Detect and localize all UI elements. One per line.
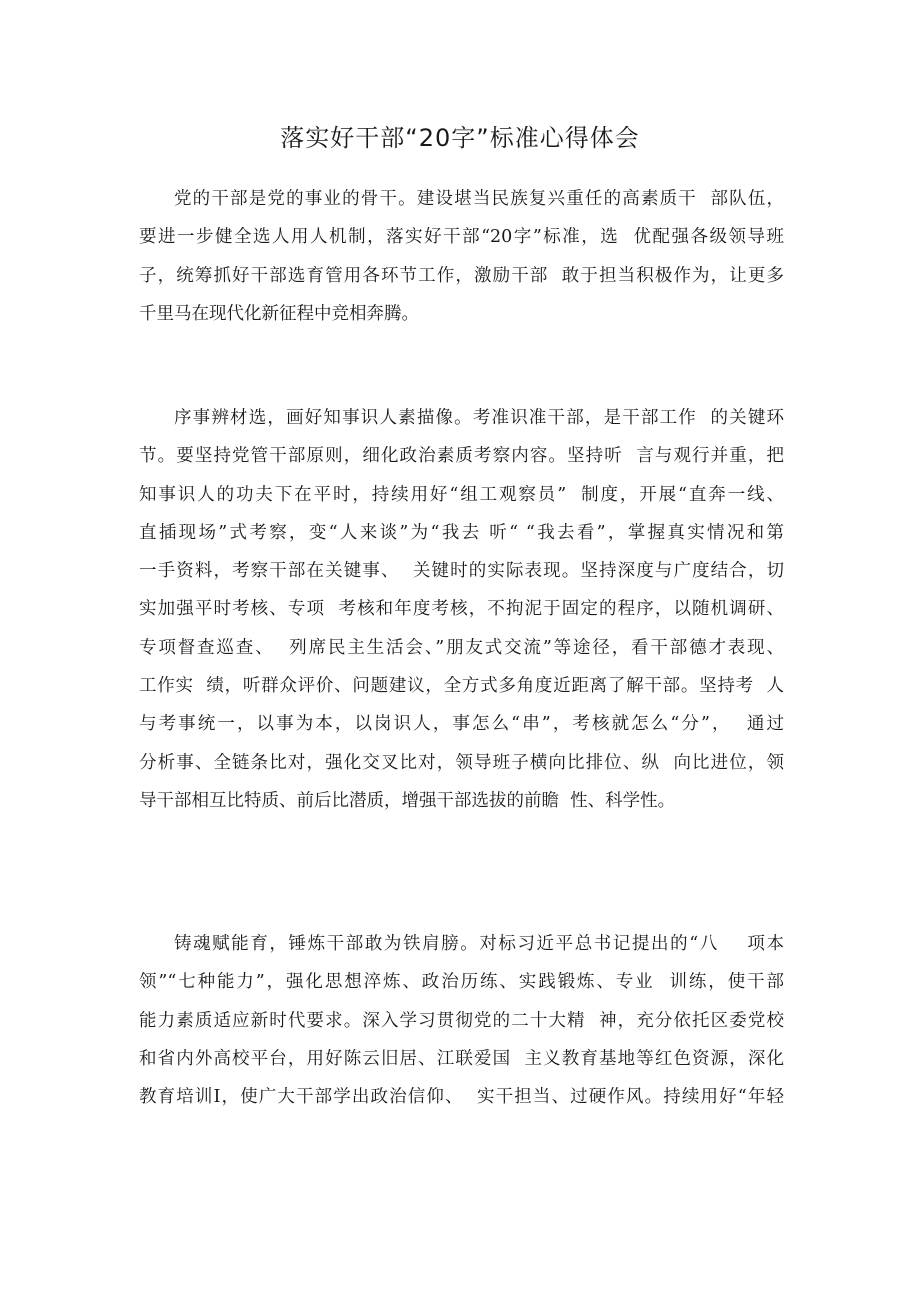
paragraph-3 xyxy=(139,925,784,1116)
paragraph-line: 导干部相互比特质、前后比潜质，增强干部选拔的前瞻 性、科学性。 xyxy=(139,790,676,811)
paragraph-line: 分析事、全链条比对，强化交叉比对，领导班子横向比排位、纵 向比进位，领 xyxy=(139,752,784,773)
paragraph-line: 能力素质适应新时代要求。深入学习贯彻党的二十大精 神，充分依托区委党校 xyxy=(139,1010,784,1031)
paragraph-line: 千里马在现代化新征程中竞相奔腾。 xyxy=(139,303,419,324)
paragraph-line: 直插现场”式考察，变“人来谈”为“我去 听“ “我去看”，掌握真实情况和第 xyxy=(139,522,784,543)
paragraph-line: 与考事统一，以事为本，以岗识人，事怎么“串”，考核就怎么“分”， 通过 xyxy=(139,714,784,735)
paragraph-line: 序事辨材选，画好知事识人素描像。考准识准干部，是干部工作 的关键环 xyxy=(174,408,784,428)
paragraph-line: 专项督查巡查、 列席民主生活会、”朋友式交流”等途径，看干部德才表现、 xyxy=(139,637,784,658)
paragraph-line: 党的干部是党的事业的骨干。建设堪当民族复兴重任的高素质干 部队伍， xyxy=(174,189,784,209)
paragraph-line: 一手资料，考察干部在关键事、 关键时的实际表现。坚持深度与广度结合，切 xyxy=(139,561,784,582)
paragraph-line: 教育培训Ⅰ，使广大干部学出政治信仰、 实干担当、过硬作风。持续用好“年轻 xyxy=(139,1087,784,1108)
paragraph-line: 要进一步健全选人用人机制，落实好干部“20字”标准，选 优配强各级领导班 xyxy=(139,227,784,248)
paragraph-line: 铸魂赋能育，锤炼干部敢为铁肩膀。对标习近平总书记提出的“八 项本 xyxy=(174,934,784,954)
paragraph-line: 知事识人的功夫下在平时，持续用好“组工观察员” 制度，开展“直奔一线、 xyxy=(139,484,784,505)
paragraph-line: 子，统筹抓好干部选育管用各环节工作，激励干部 敢于担当积极作为，让更多 xyxy=(139,265,784,286)
paragraph-line: 实加强平时考核、专项 考核和年度考核，不拘泥于固定的程序，以随机调研、 xyxy=(139,599,784,620)
paragraph-line: 工作实 绩，听群众评价、问题建议，全方式多角度近距离了解干部。坚持考 人 xyxy=(139,676,784,697)
paragraph-line: 和省内外高校平台，用好陈云旧居、江联爱国 主义教育基地等红色资源，深化 xyxy=(139,1048,784,1069)
paragraph-line: 节。要坚持党管干部原则，细化政治素质考察内容。坚持听 言与观行并重，把 xyxy=(139,446,784,467)
document-title: 落实好干部“20字”标准心得体会 xyxy=(280,124,640,152)
paragraph-line: 领”“七种能力”，强化思想淬炼、政治历练、实践锻炼、专业 训练，使干部 xyxy=(139,972,784,993)
paragraph-1 xyxy=(139,180,784,333)
paragraph-2 xyxy=(139,399,784,820)
